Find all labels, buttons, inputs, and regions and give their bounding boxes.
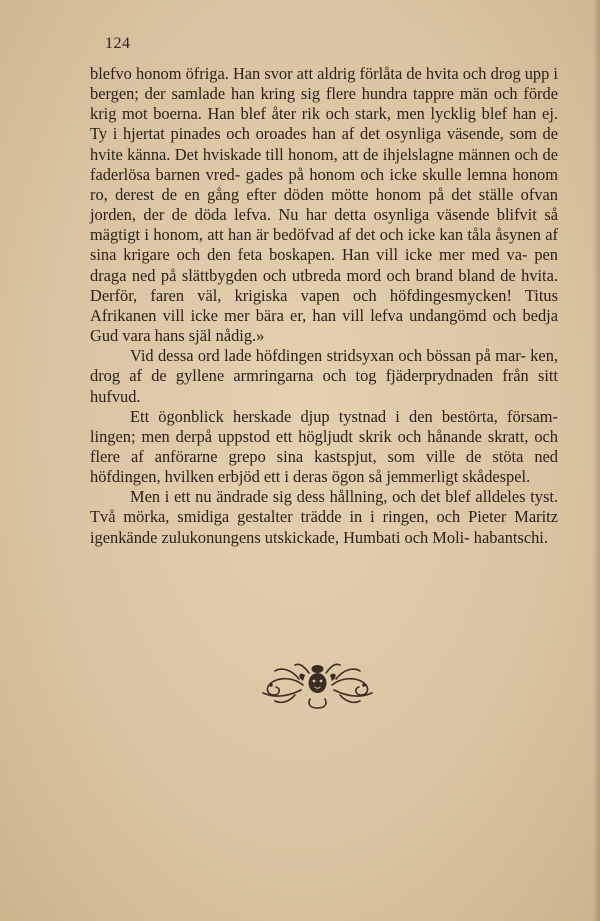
text-line: höfdingen, hvilken erbjöd ett i deras ögon så jemmerligt skådespel.	[90, 467, 531, 487]
text-line: Men i ett nu ändrade sig dess hållning, och det blef alldeles	[130, 487, 526, 507]
paragraph-2	[90, 346, 558, 406]
text-line: gång efter döden mötte honom på det ställe ofvan jorden, der de	[90, 184, 559, 225]
text-line: Ett ögonblick herskade djup tystnad i den bestörta, försam-	[130, 406, 558, 426]
text-line: lingen; men derpå uppstod ett högljudt skrik och hånande skratt,	[90, 426, 529, 446]
text-line: sina krigare och den feta boskapen. Han vill icke mer med va-	[90, 245, 528, 265]
text-line: drog upp i bergen; der samlade han kring sig flere hundra tappre	[90, 64, 558, 104]
text-line: habantschi.	[473, 527, 548, 547]
text-line: honom, att han är bedöfvad af det och icke kan tåla åsynen af	[153, 225, 558, 245]
text-line: och flere af anförarne grepo sina kastspjut, som ville de stöta ned	[90, 426, 558, 466]
text-line: de hvita. Derför, faren väl, krigiska vapen och höfdingesmycken!	[90, 265, 558, 305]
paragraph-4	[90, 487, 558, 547]
text-line: gades på honom och icke skulle lemna honom ro, derest de en	[90, 164, 558, 204]
text-line: blefvo honom öfriga. Han svor att aldrig förlåta de hvita och	[90, 64, 487, 83]
text-line: och bedja Gud vara hans själ nådig.»	[90, 305, 558, 346]
paragraph-3	[90, 407, 558, 488]
text-line: män och förde krig mot boerna. Han blef åter rik och stark,	[90, 84, 558, 124]
body-text	[90, 64, 558, 548]
text-line: döda lefva. Nu har detta osynliga väsende blifvit så mägtigt i	[90, 205, 558, 245]
text-line: tyst. Två mörka, smidiga gestalter trädde in i ringen, och Pieter	[90, 487, 558, 527]
text-line: honom, att de ihjelslagne männen och de faderlösa barnen vred-	[90, 144, 559, 184]
text-line: pen draga ned på slättbygden och utbreda mord och brand bland	[90, 245, 558, 285]
page-edge-shadow	[593, 0, 600, 921]
text-line: Titus Afrikanen vill icke mer bära er, han vill lefva undangömd	[90, 285, 558, 325]
text-line: Maritz igenkände zulukonungens utskickade, Humbati och Moli-	[90, 507, 558, 547]
text-line: ken, drog af de gyllene armringarna och tog fjäderprydnaden från	[90, 346, 558, 386]
page-number: 124	[105, 35, 131, 52]
paragraph-1	[90, 64, 558, 346]
text-line: sitt hufvud.	[90, 366, 558, 406]
text-line: Vid dessa ord lade höfdingen stridsyxan och bössan på mar-	[130, 346, 526, 366]
floral-ornament-icon	[255, 655, 380, 710]
text-line: men lycklig blef han ej. Ty i hjertat pinades och oroades han	[90, 104, 558, 144]
text-line: af det osynliga väsende, som de hvite känna. Det hviskade till	[90, 124, 558, 164]
